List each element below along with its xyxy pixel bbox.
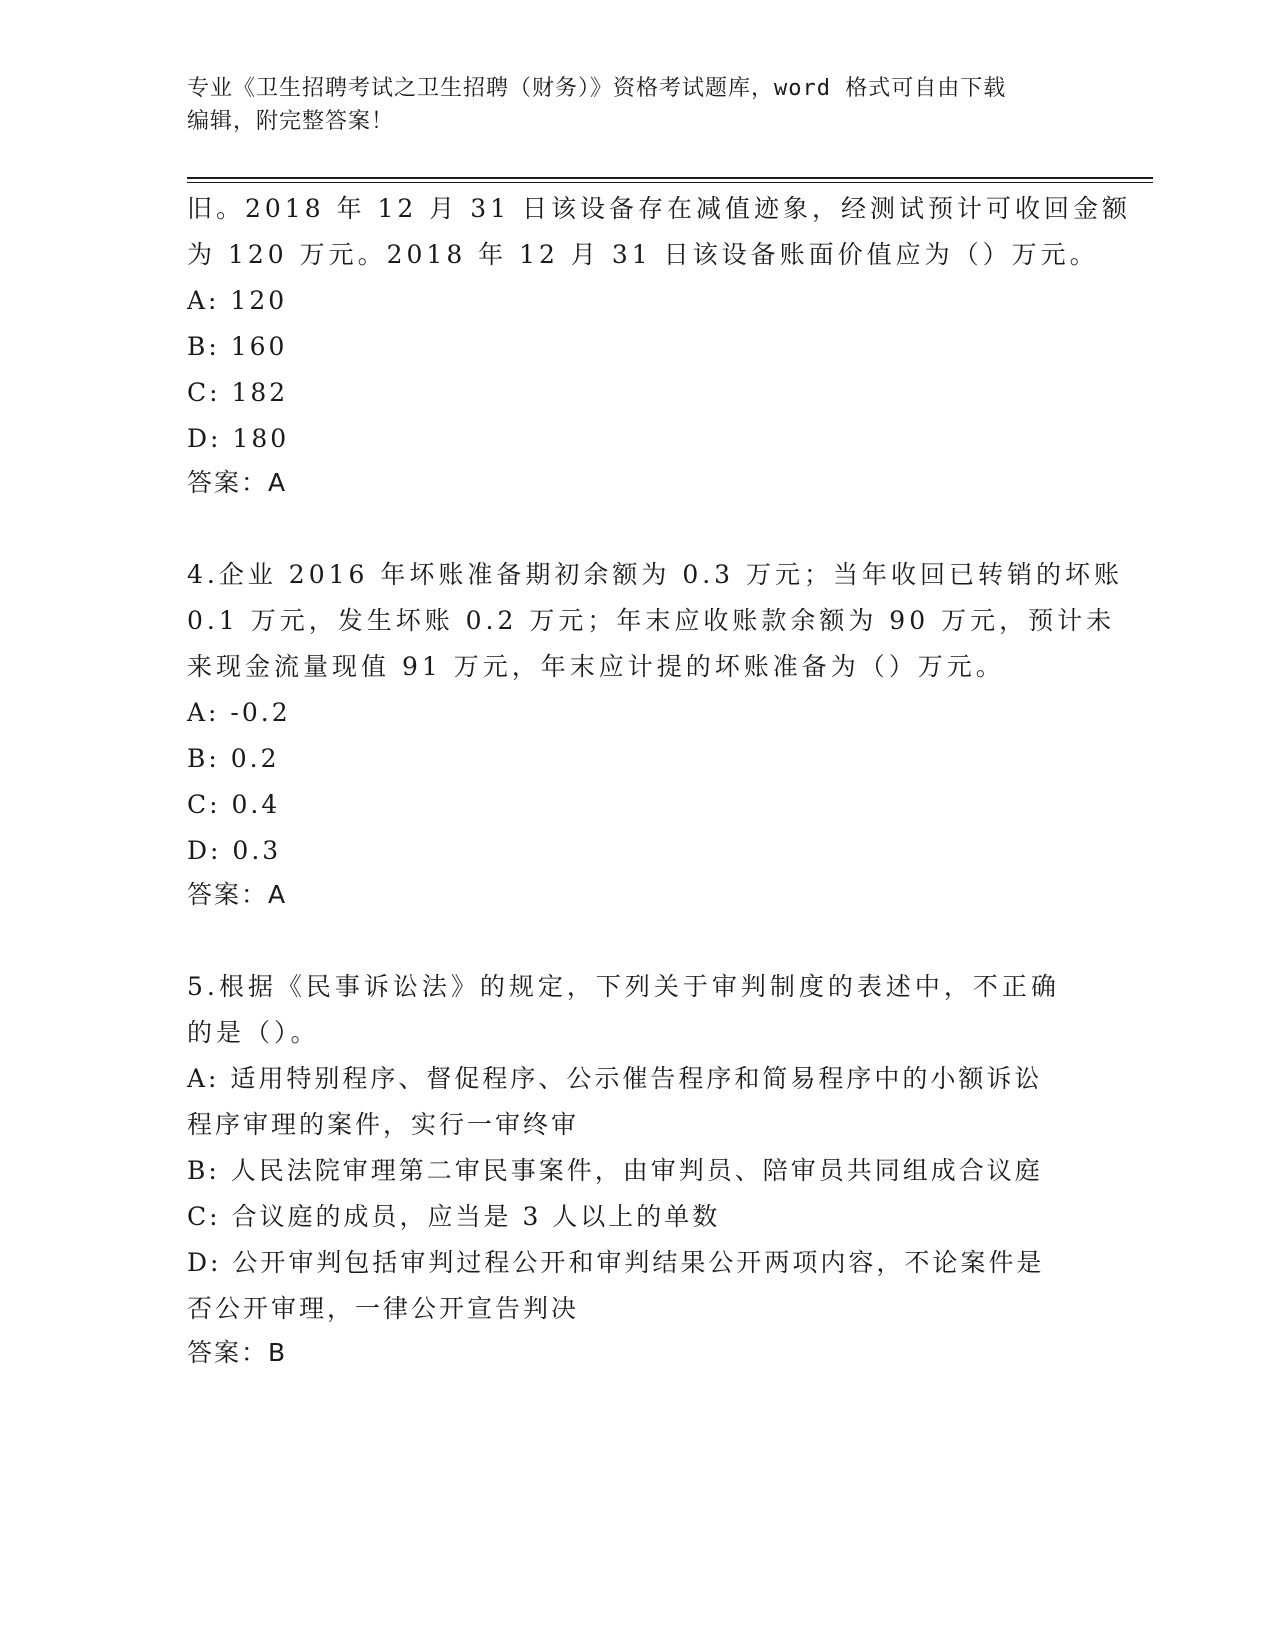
question-4-option-b: B: 0.2: [187, 744, 280, 773]
question-4-text-line: 0.1 万元，发生坏账 0.2 万元；年末应收账款余额为 90 万元，预计未: [187, 606, 1116, 635]
question-5-text-line: 5.根据《民事诉讼法》的规定，下列关于审判制度的表述中，不正确: [187, 972, 1060, 1001]
question-3-option-b: B: 160: [187, 332, 288, 361]
header-rule-thick: [187, 177, 1153, 179]
document-header: [187, 72, 1067, 138]
question-spacer: [187, 916, 1087, 964]
question-5-option-d: D: 公开审判包括审判过程公开和审判结果公开两项内容，不论案件是: [187, 1248, 1045, 1277]
header-rule-thin: [187, 182, 1153, 183]
question-4-option-c: C: 0.4: [187, 790, 281, 819]
question-4-text-line: 4.企业 2016 年坏账准备期初余额为 0.3 万元；当年收回已转销的坏账: [187, 560, 1124, 589]
question-3-option-a: A: 120: [187, 286, 288, 315]
question-4: [187, 552, 1124, 916]
question-3-option-d: D: 180: [187, 424, 290, 453]
question-3-text-line: 旧。2018 年 12 月 31 日该设备存在减值迹象，经测试预计可收回金额: [187, 194, 1131, 223]
question-spacer: [187, 504, 1087, 552]
question-4-option-d: D: 0.3: [187, 836, 282, 865]
question-5-option-d-continued: 否公开审理，一律公开宣告判决: [187, 1294, 580, 1323]
question-5-answer: 答案：B: [187, 1338, 288, 1367]
question-3-option-c: C: 182: [187, 378, 289, 407]
question-3: [187, 186, 1131, 504]
question-3-text-line: 为 120 万元。2018 年 12 月 31 日该设备账面价值应为（）万元。: [187, 240, 1099, 269]
question-5: [187, 964, 1087, 1374]
question-5-option-a-continued: 程序审理的案件，实行一审终审: [187, 1110, 580, 1139]
question-content: [187, 186, 1131, 1374]
question-4-text-line: 来现金流量现值 91 万元，年末应计提的坏账准备为（）万元。: [187, 652, 1005, 681]
question-5-text-line: 的是（）。: [187, 1018, 320, 1047]
question-5-option-a: A: 适用特别程序、督促程序、公示催告程序和简易程序中的小额诉讼: [187, 1064, 1043, 1093]
question-4-option-a: A: -0.2: [187, 698, 291, 727]
question-3-answer: 答案：A: [187, 468, 288, 497]
question-4-answer: 答案：A: [187, 880, 288, 909]
question-5-option-c: C: 合议庭的成员，应当是 3 人以上的单数: [187, 1202, 721, 1231]
header-line-2: 编辑，附完整答案！: [187, 109, 395, 134]
header-line-1: 专业《卫生招聘考试之卫生招聘（财务）》资格考试题库，word 格式可自由下载: [187, 76, 1007, 101]
question-5-option-b: B: 人民法院审理第二审民事案件，由审判员、陪审员共同组成合议庭: [187, 1156, 1043, 1185]
